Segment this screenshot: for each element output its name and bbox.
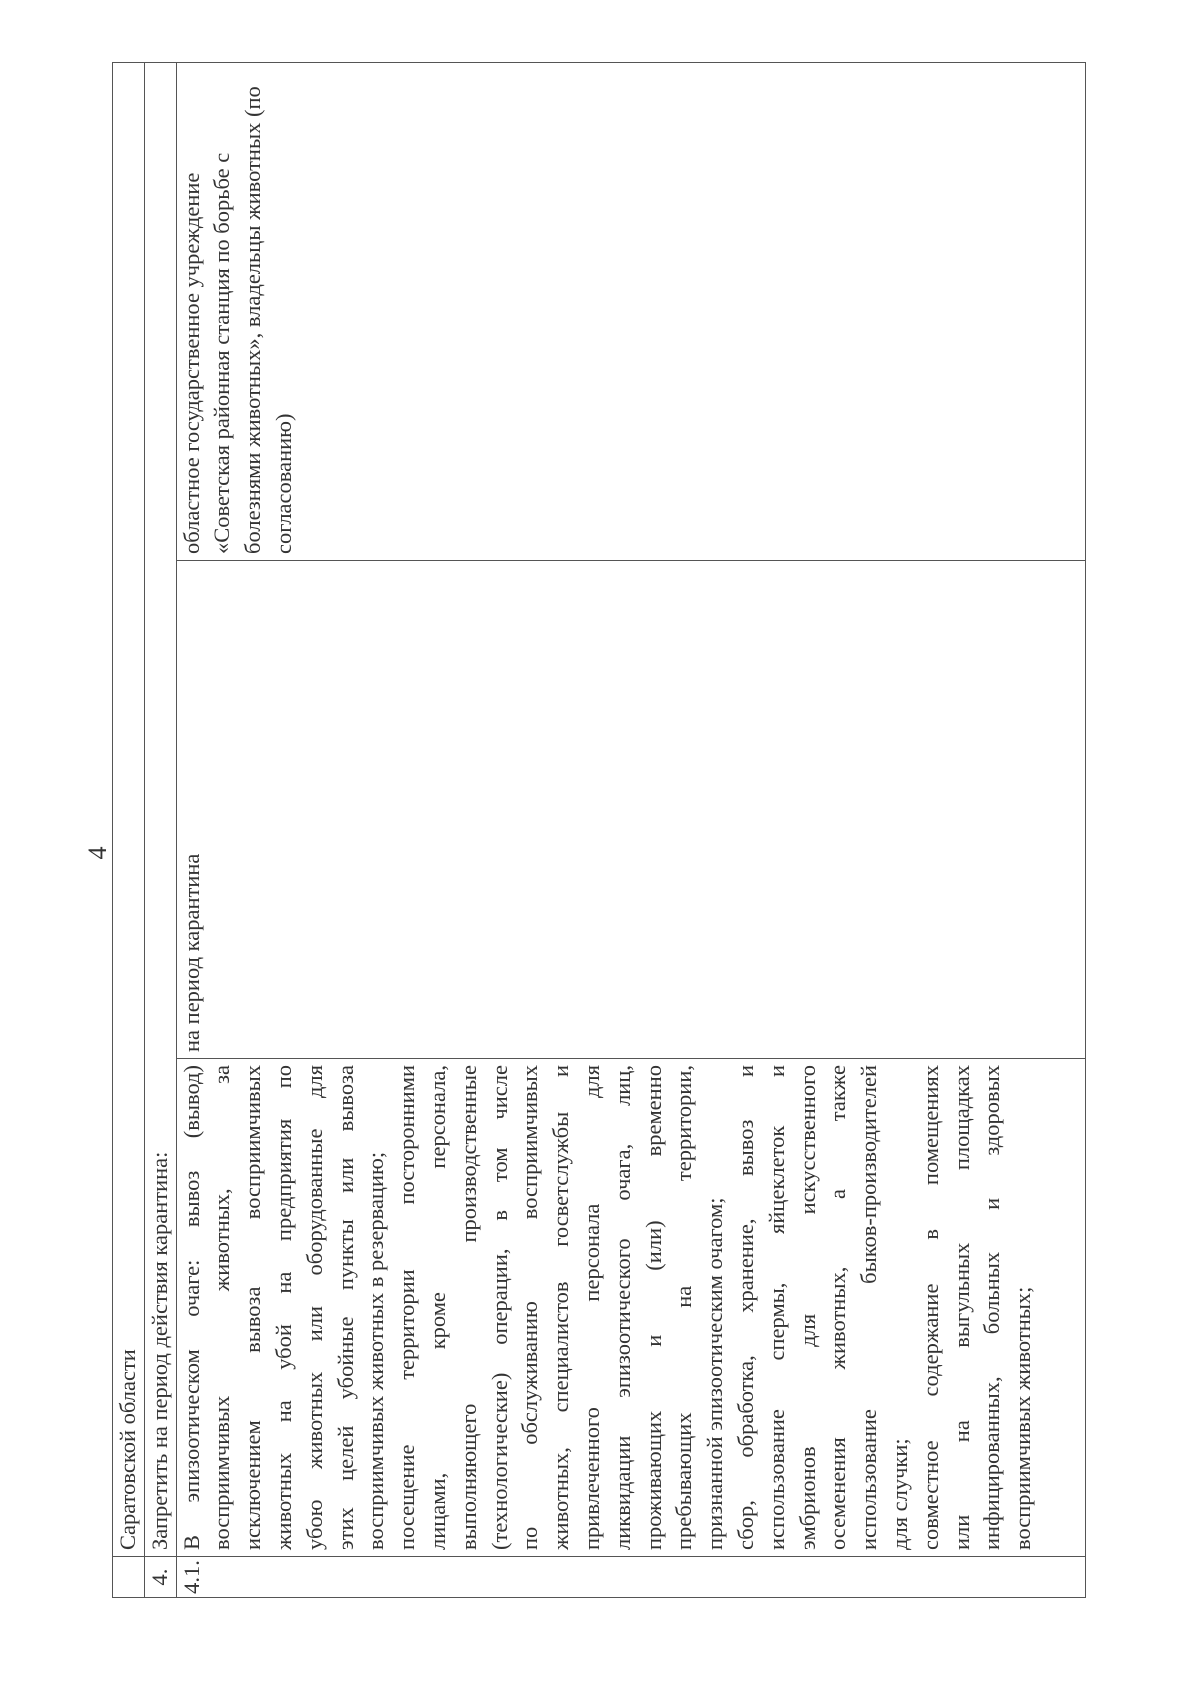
measure-text-line: проживающих и (или) временно	[640, 1065, 666, 1550]
measure-text-line: убою животных или оборудованные для	[301, 1065, 327, 1550]
measure-text-line: этих целей убойные пункты или вывоза	[332, 1065, 358, 1550]
section-number: 4.	[144, 1557, 176, 1598]
measure-text-line: инфицированных, больных и здоровых	[979, 1065, 1005, 1550]
measure-text-line: для случки;	[886, 1438, 912, 1550]
measure-text-line: или на выгульных площадках	[948, 1065, 974, 1550]
measure-text-line: животных, специалистов госветслужбы и	[548, 1065, 574, 1550]
responsible-cell: областное государственное учреждение «Советская районная станция по борьбе с болезнями животных», владельцы животных (по согласованию)	[176, 63, 1085, 561]
document-table-rotated	[112, 62, 1086, 1598]
measure-text-line: признанной эпизоотическим очагом;	[702, 1197, 728, 1550]
header-region-cell: Саратовской области	[113, 63, 145, 1557]
table-header-row	[113, 63, 145, 1598]
measure-text-line: пребывающих на территории,	[671, 1065, 697, 1550]
section-title: Запретить на период действия карантина:	[144, 63, 176, 1557]
measure-text-line: по обслуживанию восприимчивых	[517, 1065, 543, 1550]
measure-text-line: ликвидации эпизоотического очага, лиц,	[609, 1065, 635, 1550]
measure-text-line: совместное содержание в помещениях	[917, 1065, 943, 1550]
measure-text-line: сбор, обработка, хранение, вывоз и	[732, 1065, 758, 1550]
measure-text-line: восприимчивых животных;	[1010, 1286, 1036, 1550]
measure-text-line: животных на убой на предприятия по	[270, 1065, 296, 1550]
measure-text-line: эмбрионов для искусственного	[794, 1065, 820, 1550]
row-number: 4.1.	[176, 1557, 1085, 1598]
measure-text-line: восприимчивых животных, за	[209, 1065, 235, 1550]
header-number-cell	[113, 1557, 145, 1598]
measure-text-line: В эпизоотическом очаге: вывоз (вывод)	[178, 1065, 204, 1550]
term-cell: на период карантина	[176, 561, 1085, 1059]
measure-text	[177, 1065, 1039, 1550]
measure-text-line: использование спермы, яйцеклеток и	[763, 1065, 789, 1550]
table-row	[176, 63, 1085, 1598]
measure-text-cell	[176, 1059, 1085, 1557]
measure-text-line: лицами, кроме персонала,	[424, 1065, 450, 1550]
page-number: 4	[83, 846, 112, 860]
measure-text-line: привлеченного персонала для	[578, 1065, 604, 1550]
measure-text-line: исключением вывоза восприимчивых	[240, 1065, 266, 1550]
measure-text-line: осеменения животных, а также	[825, 1065, 851, 1550]
measure-text-line: (технологические) операции, в том числе	[486, 1065, 512, 1550]
measure-text-line: посещение территории посторонними	[394, 1065, 420, 1550]
measure-text-line: восприимчивых животных в резервацию;	[363, 1151, 389, 1550]
measure-text-line: выполняющего производственные	[455, 1065, 481, 1550]
section-row	[144, 63, 176, 1598]
measures-table	[112, 62, 1086, 1598]
measure-text-line: использование быков-производителей	[856, 1065, 882, 1550]
